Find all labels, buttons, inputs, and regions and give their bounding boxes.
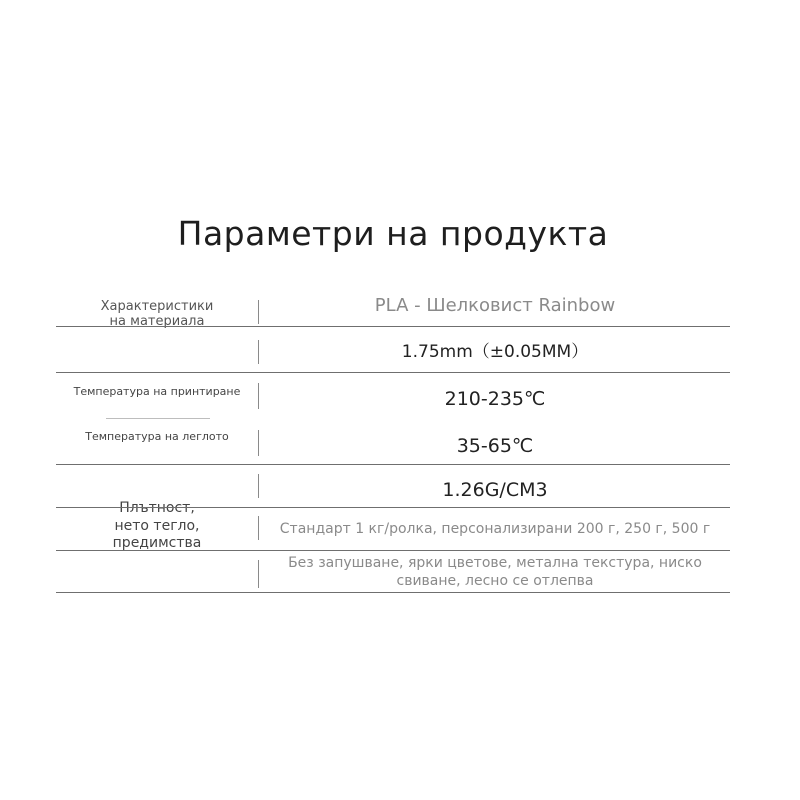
label-print-temp: Температура на принтиране: [73, 385, 241, 398]
label-material-line1: Характеристики: [100, 299, 214, 314]
value-advantages-line1: Без запушване, ярки цветове, метална текстура, ниско: [288, 555, 702, 571]
label-weight: нето тегло,: [114, 517, 200, 534]
value-weight: Стандарт 1 кг/ролка, персонализирани 200 г, 250 г, 500 г: [279, 521, 711, 537]
value-density: 1.26G/CM3: [442, 479, 548, 501]
row-divider: [56, 464, 730, 465]
label-bed-temp: Температура на леглото: [85, 430, 229, 443]
separator: [258, 300, 259, 324]
row-divider: [56, 507, 730, 508]
value-print-temp: 210-235℃: [444, 388, 546, 410]
value-bed-temp: 35-65℃: [456, 435, 534, 457]
label-density: Плътност,: [119, 500, 195, 516]
row-divider: [56, 550, 730, 551]
value-diameter: 1.75mm（±0.05MM）: [401, 342, 589, 362]
row-divider: [56, 326, 730, 327]
separator: [258, 340, 259, 364]
row-divider: [56, 372, 730, 373]
label-material-line2: на материала: [109, 313, 205, 329]
row-divider: [56, 592, 730, 593]
value-advantages: [260, 554, 730, 590]
value-material: PLA - Шелковист Rainbow: [374, 295, 616, 316]
row-divider: [106, 418, 210, 419]
separator: [258, 430, 259, 456]
value-advantages-line2: свиване, лесно се отлепва: [396, 573, 594, 590]
separator: [258, 516, 259, 540]
separator: [258, 560, 259, 588]
separator: [258, 474, 259, 498]
page-title: Параметри на продукта: [177, 214, 609, 253]
separator: [258, 383, 259, 409]
label-advantages: предимства: [112, 535, 202, 551]
